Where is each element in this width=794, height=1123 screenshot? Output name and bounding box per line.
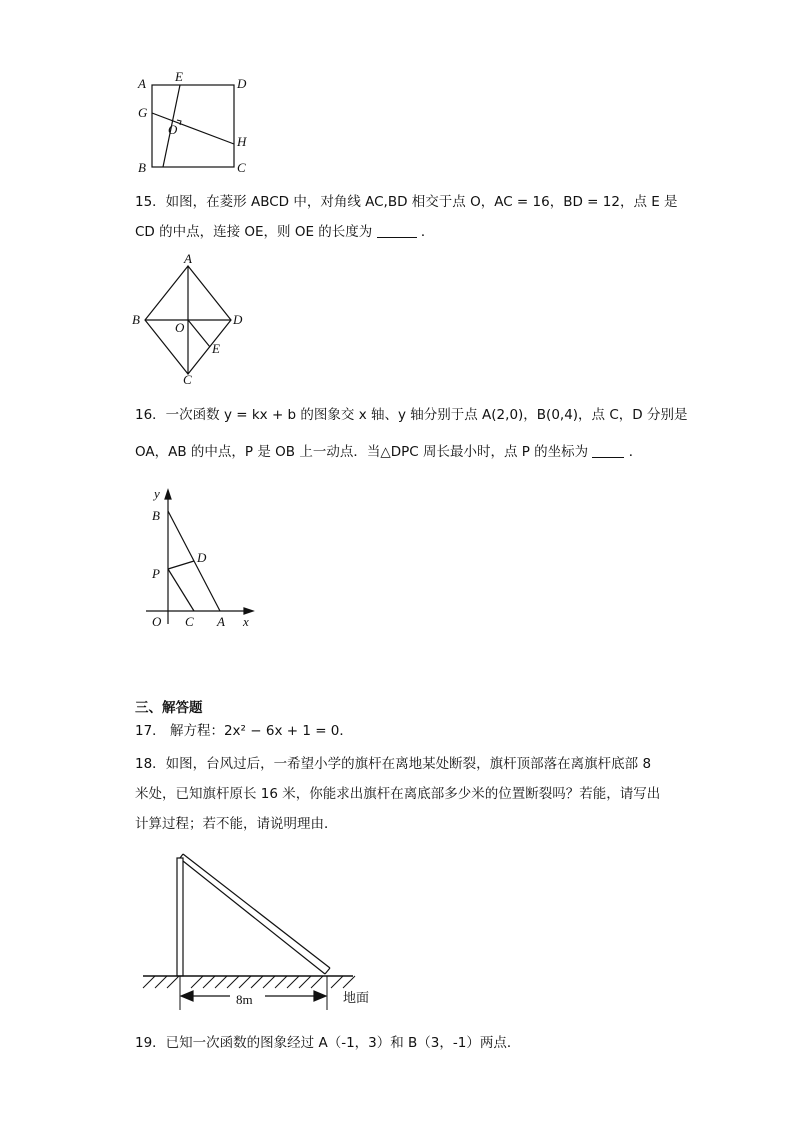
segment-gh <box>152 113 234 144</box>
label-c: C <box>183 372 192 387</box>
q15-line2-end: ． <box>420 224 435 240</box>
flagpole-fallen-part-bottom <box>183 861 325 974</box>
q16-answer-blank[interactable] <box>592 443 624 458</box>
q16-line2-text: OA，AB 的中点，P 是 OB 上一动点．当△DPC 周长最小时，点 P 的坐标为 <box>135 444 589 460</box>
label-a: A <box>138 76 146 91</box>
q19-text: 19．已知一次函数的图象经过 A（-1，3）和 B（3，-1）两点． <box>135 1035 521 1051</box>
q17-text: 17． 解方程：2x² − 6x + 1 = 0． <box>135 723 353 739</box>
dimension-arrow-right <box>314 991 326 1001</box>
label-d: D <box>237 76 247 91</box>
figure-q14-square <box>133 68 263 178</box>
label-c: C <box>185 614 194 629</box>
y-axis-arrow <box>165 490 171 499</box>
label-b: B <box>152 508 160 523</box>
label-d: D <box>197 550 207 565</box>
label-a: A <box>217 614 225 629</box>
label-e: E <box>175 69 183 84</box>
label-a: A <box>184 252 192 266</box>
label-g: G <box>138 105 148 120</box>
figure-q15-rhombus <box>130 252 255 387</box>
ground-hatching <box>143 976 355 988</box>
label-x: x <box>243 614 249 629</box>
square-abcd <box>152 85 234 167</box>
dimension-arrow-left <box>181 991 193 1001</box>
distance-label: 8m <box>236 992 253 1007</box>
flagpole-fallen-part-top <box>183 854 330 968</box>
label-o: O <box>152 614 162 629</box>
q15-line1: 15．如图，在菱形 ABCD 中，对角线 AC,BD 相交于点 O，AC = 16，BD = 12，点 E 是 <box>135 194 678 210</box>
label-p: P <box>152 566 160 581</box>
label-e: E <box>212 341 220 356</box>
q16-line2-end: ． <box>628 444 643 460</box>
q16-line1: 16．一次函数 y = kx + b 的图象交 x 轴、y 轴分别于点 A(2,0)，B(0,4)，点 C，D 分别是 <box>135 407 688 423</box>
q15-line2-text: CD 的中点，连接 OE，则 OE 的长度为 <box>135 224 373 240</box>
section-title: 三、解答题 <box>135 700 203 716</box>
q16-line2 <box>135 442 642 462</box>
label-d: D <box>233 312 243 327</box>
q15-line2 <box>135 222 434 242</box>
label-o: O <box>175 320 185 335</box>
flagpole-tip <box>325 968 330 974</box>
flagpole-standing-part <box>177 858 183 976</box>
q18-line1: 18．如图，台风过后，一希望小学的旗杆在离地某处断裂，旗杆顶部落在离旗杆底部 8 <box>135 756 652 772</box>
figure-q16-coordinates <box>140 484 265 634</box>
label-h: H <box>237 134 247 149</box>
label-b: B <box>138 160 146 175</box>
q15-answer-blank[interactable] <box>377 223 417 238</box>
figure-q18-flagpole <box>135 848 395 1013</box>
label-c: C <box>237 160 246 175</box>
label-o: O <box>168 122 178 137</box>
label-b: B <box>132 312 140 327</box>
segment-pd <box>168 561 194 569</box>
ground-label: 地面 <box>343 990 370 1005</box>
segment-pc <box>168 569 194 611</box>
label-y: y <box>154 486 160 501</box>
q18-line3: 计算过程；若不能，请说明理由． <box>135 816 338 832</box>
segment-oe <box>188 320 210 347</box>
q18-line2: 米处，已知旗杆原长 16 米，你能求出旗杆在离底部多少米的位置断裂吗？若能，请写出 <box>135 786 661 802</box>
